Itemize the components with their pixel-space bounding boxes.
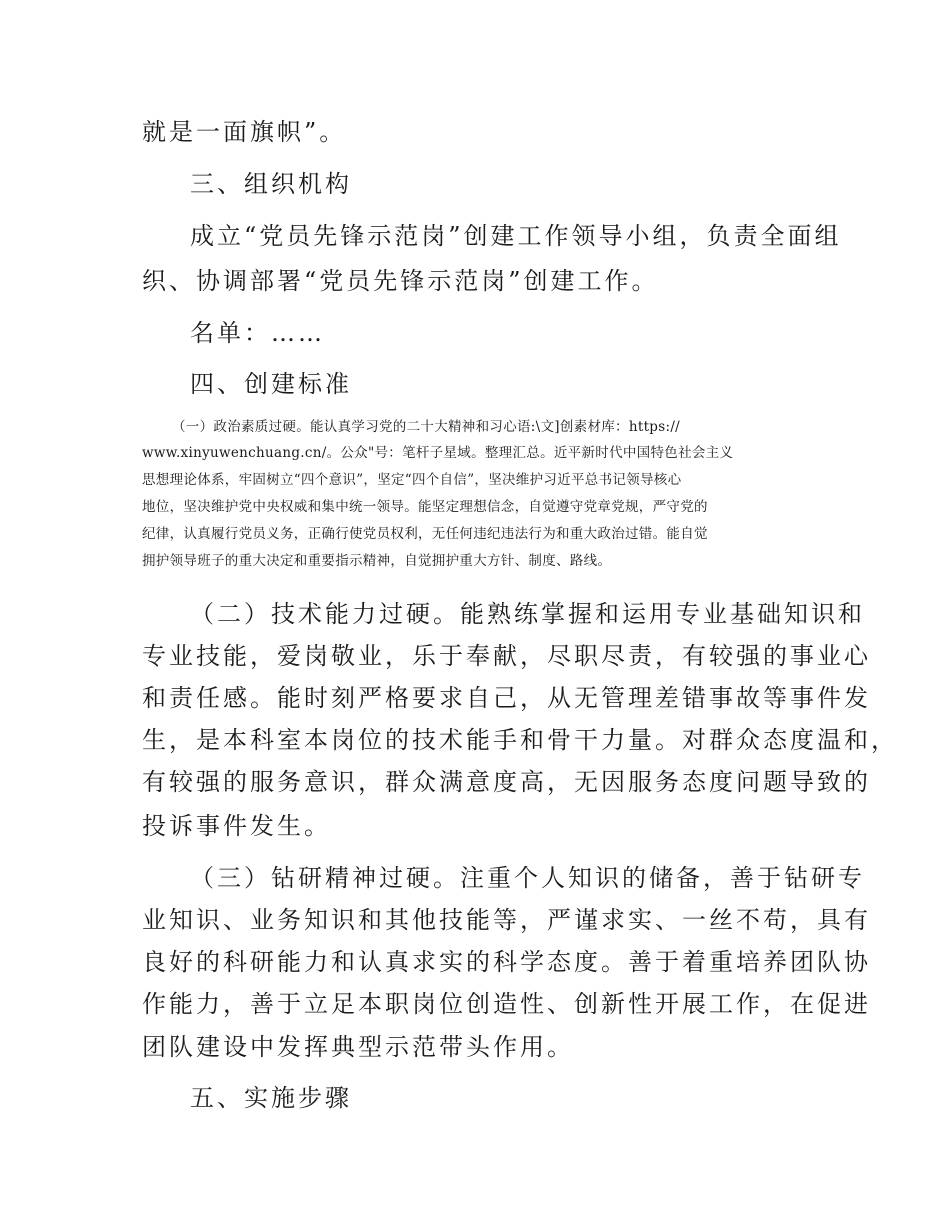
line-text: 思想理论体系，牢固树立“四个意识”，坚定“四个自信”，坚决维护习近平总书记领导核心 bbox=[142, 472, 682, 488]
line-text: 地位，坚决维护党中央权威和集中统一领导。能坚定理想信念，自觉遵守党章党规，严守党的 bbox=[142, 499, 708, 515]
line-text: 有较强的服务意识，群众满意度高，无因服务态度问题导致的 bbox=[142, 768, 871, 796]
line-text: 就是一面旗帜”。 bbox=[142, 118, 347, 146]
heading-text: 四、创建标准 bbox=[190, 370, 352, 398]
line-text: 生，是本科室本岗位的技术能手和骨干力量。对群众态度温和， bbox=[142, 726, 898, 754]
line-text: 拥护领导班子的重大决定和重要指示精神，自觉拥护重大方针、制度、路线。 bbox=[142, 553, 612, 569]
line-text: www.xinyuwenchuang.cn/。公众"号：笔杆子星域。整理汇总。近平新时代中国特色社会主义 bbox=[142, 445, 734, 461]
line-text: （三）钻研精神过硬。注重个人知识的储备，善于钻研专 bbox=[190, 864, 865, 892]
line-text: （一）政治素质过硬。能认真学习党的二十大精神和习心语:\文]创素材库：https:// bbox=[172, 419, 681, 435]
line-text: 作能力，善于立足本职岗位创造性、创新性开展工作，在促进 bbox=[142, 990, 871, 1018]
line-text: 投诉事件发生。 bbox=[142, 812, 331, 840]
line-text: 良好的科研能力和认真求实的科学态度。善于着重培养团队协 bbox=[142, 948, 871, 976]
line-text: 名单：…… bbox=[190, 319, 325, 347]
line-text: 织、协调部署“党员先锋示范岗”创建工作。 bbox=[142, 267, 659, 295]
line-text: 成立“党员先锋示范岗”创建工作领导小组，负责全面组 bbox=[190, 222, 842, 250]
line-text: 专业技能，爱岗敬业，乐于奉献，尽职尽责，有较强的事业心 bbox=[142, 642, 871, 670]
line-text: 业知识、业务知识和其他技能等，严谨求实、一丝不苟，具有 bbox=[142, 906, 871, 934]
line-text: 纪律，认真履行党员义务，正确行使党员权利，无任何违纪违法行为和重大政治过错。能自觉 bbox=[142, 526, 708, 542]
line-text: （二）技术能力过硬。能熟练掌握和运用专业基础知识和 bbox=[190, 600, 865, 628]
heading-text: 三、组织机构 bbox=[190, 170, 352, 198]
line-text: 和责任感。能时刻严格要求自己，从无管理差错事故等事件发 bbox=[142, 684, 871, 712]
heading-text: 五、实施步骤 bbox=[190, 1084, 352, 1112]
line-text: 团队建设中发挥典型示范带头作用。 bbox=[142, 1033, 574, 1061]
